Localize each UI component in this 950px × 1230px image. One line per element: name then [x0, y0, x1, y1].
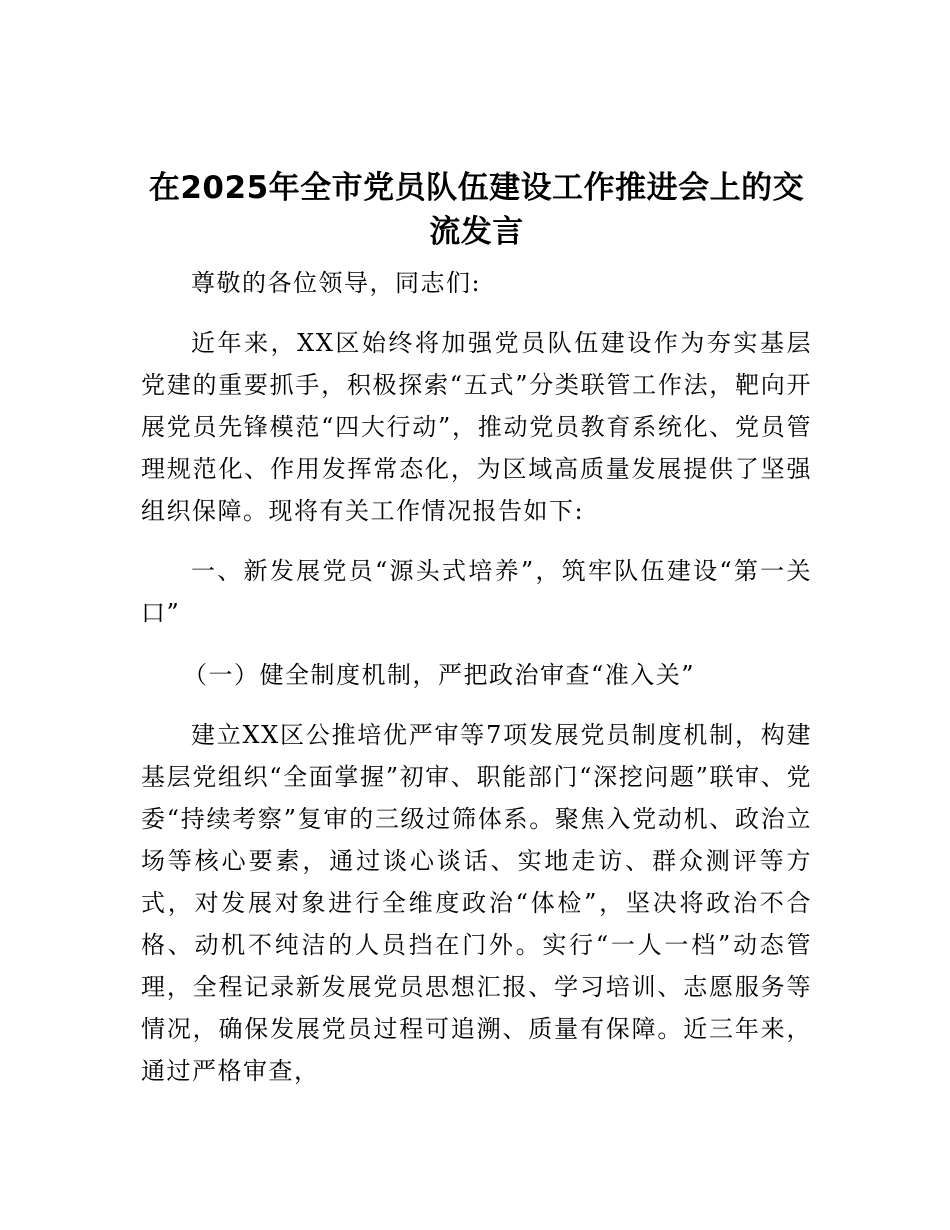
title-line-2: 流发言 [429, 214, 524, 250]
subsection-heading-1: （一）健全制度机制，严把政治审查“准入关” [183, 661, 696, 689]
document-title [141, 166, 812, 254]
title-line-1: 在2025年全市党员队伍建设工作推进会上的交 [148, 170, 805, 206]
section-heading-1: 一、新发展党员“源头式培养”，筑牢队伍建设“第一关口” [141, 557, 812, 627]
greeting: 尊敬的各位领导，同志们: [191, 269, 482, 297]
document-page [141, 166, 812, 1110]
body-paragraph-1: 建立XX区公推培优严审等7项发展党员制度机制，构建基层党组织“全面掌握”初审、职能部门“深挖问题”联审、党委“持续考察”复审的三级过筛体系。聚焦入党动机、政治立场等核心要素，通过谈心谈话、实地走访、群众测评等方式，对发展对象进行全维度政治“体检”，坚决将政治不合格、动机不纯洁的人员挡在门外。实行“一人一档”动态管理，全程记录新发展党员思想汇报、学习培训、志愿服务等情况，确保发展党员过程可追溯、质量有保障。近三年来，通过严格审查， [141, 721, 812, 1085]
intro-paragraph: 近年来，XX区始终将加强党员队伍建设作为夯实基层党建的重要抓手，积极探索“五式”分类联管工作法，靶向开展党员先锋模范“四大行动”，推动党员教育系统化、党员管理规范化、作用发挥常态化，为区域高质量发展提供了坚强组织保障。现将有关工作情况报告如下: [141, 329, 812, 525]
